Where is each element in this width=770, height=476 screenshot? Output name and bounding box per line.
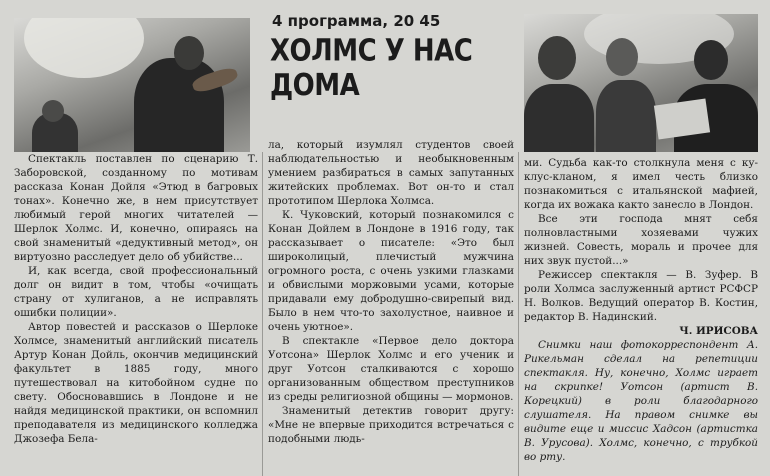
photo-caption: Снимки наш фотокорреспондент А. Рикельман сделал на репетиции спектакля. Ну, конечно, Холмс играет на скрипке! Уотсон (артист В. Корецкий) в роли благодарного слушателя. На правом снимке вы видите еще и миссис Хадсон (артистка В. Урусова). Холмс, конечно, с трубкой во рту. — [524, 339, 758, 463]
head-holmes — [174, 36, 204, 70]
article-column-2 — [268, 138, 514, 446]
head-holmes-pipe — [538, 36, 576, 80]
paragraph: Знаменитый детектив говорит другу: «Мне не впервые приходится встречаться с подобными людь- — [268, 405, 514, 445]
paragraph: И, как всегда, свой профессиональный долг он видит в том, чтобы «очищать страну от хулиганов, а не исправлять ошибки полиции». — [14, 265, 258, 319]
article-title: ХОЛМС У НАС ДОМА — [270, 34, 473, 103]
head-watson-right — [694, 40, 728, 80]
window-light — [24, 18, 144, 78]
paragraph: Автор повестей и рассказов о Шерлоке Холмсе, знаменитый английский писатель Артур Конан Дойль, окончив медицинский факультет в 1885 году, много путешествовал на китобойном судне по свету. Обосновавшись в Лондоне и не найдя медицинской практики, он вспомнил преподавателя из медицинского колледжа Джозефа Бела- — [14, 321, 258, 445]
column-divider-2 — [518, 152, 519, 476]
paragraph: ми. Судьба как-то столкнула меня с ку-клус-кланом, я имел честь близко познакомиться с итальянской мафией, когда их вожака както занесло в Лондон. — [524, 157, 758, 211]
program-time: 4 программа, 20 45 — [272, 12, 441, 30]
paragraph: Режиссер спектакля — В. Зуфер. В роли Холмса заслуженный артист РСФСР Н. Волков. Ведущий оператор В. Костин, редактор В. Надинский. — [524, 269, 758, 323]
paragraph: ла, который изумлял студентов своей наблюдательностью и необыкновенным умением разбираться в самых запутанных житейских проблемах. Вот он-то и стал прототипом Шерлока Холмса. — [268, 139, 514, 207]
article-column-3 — [524, 156, 758, 464]
paragraph: В спектакле «Первое дело доктора Уотсона» Шерлок Холмс и его ученик и друг Уотсон сталкиваются с хорошо организованным обществом преступников из среды религиозной общины — мормонов. — [268, 335, 514, 403]
figure-holmes-seated — [524, 84, 594, 152]
head-mrs-hudson — [606, 38, 638, 76]
photo-three-characters — [524, 14, 758, 152]
photo-holmes-violin — [14, 18, 250, 152]
paragraph: Все эти господа мнят себя полновластными хозяевами чужих жизней. Совесть, мораль и прочее для них звук пустой...» — [524, 213, 758, 267]
newspaper — [654, 99, 710, 140]
paragraph: К. Чуковский, который познакомился с Конан Дойлем в Лондоне в 1916 году, так рассказывает о писателе: «Это был широколицый, плечистый мужчина огромного роста, с очень узкими глазками и обвислыми моржовыми усами, которые придавали ему добродушно-свирепый вид. Было в нем что-то захолустное, наивное и очень уютное». — [268, 209, 514, 333]
figure-mrs-hudson — [596, 80, 656, 152]
paragraph: Спектакль поставлен по сценарию Т. Заборовской, созданному по мотивам рассказа Конан Дойля «Этюд в багровых тонах». Конечно же, в нем присутствует любимый герой многих читателей — Шерлок Холмс. И, конечно, опираясь на свой знаменитый «дедуктивный метод», он виртуозно расследует дело об убийстве... — [14, 153, 258, 263]
column-divider-1 — [262, 152, 263, 476]
author-signature: Ч. ИРИСОВА — [679, 325, 758, 337]
head-watson — [42, 100, 64, 122]
article-column-1 — [14, 152, 258, 446]
